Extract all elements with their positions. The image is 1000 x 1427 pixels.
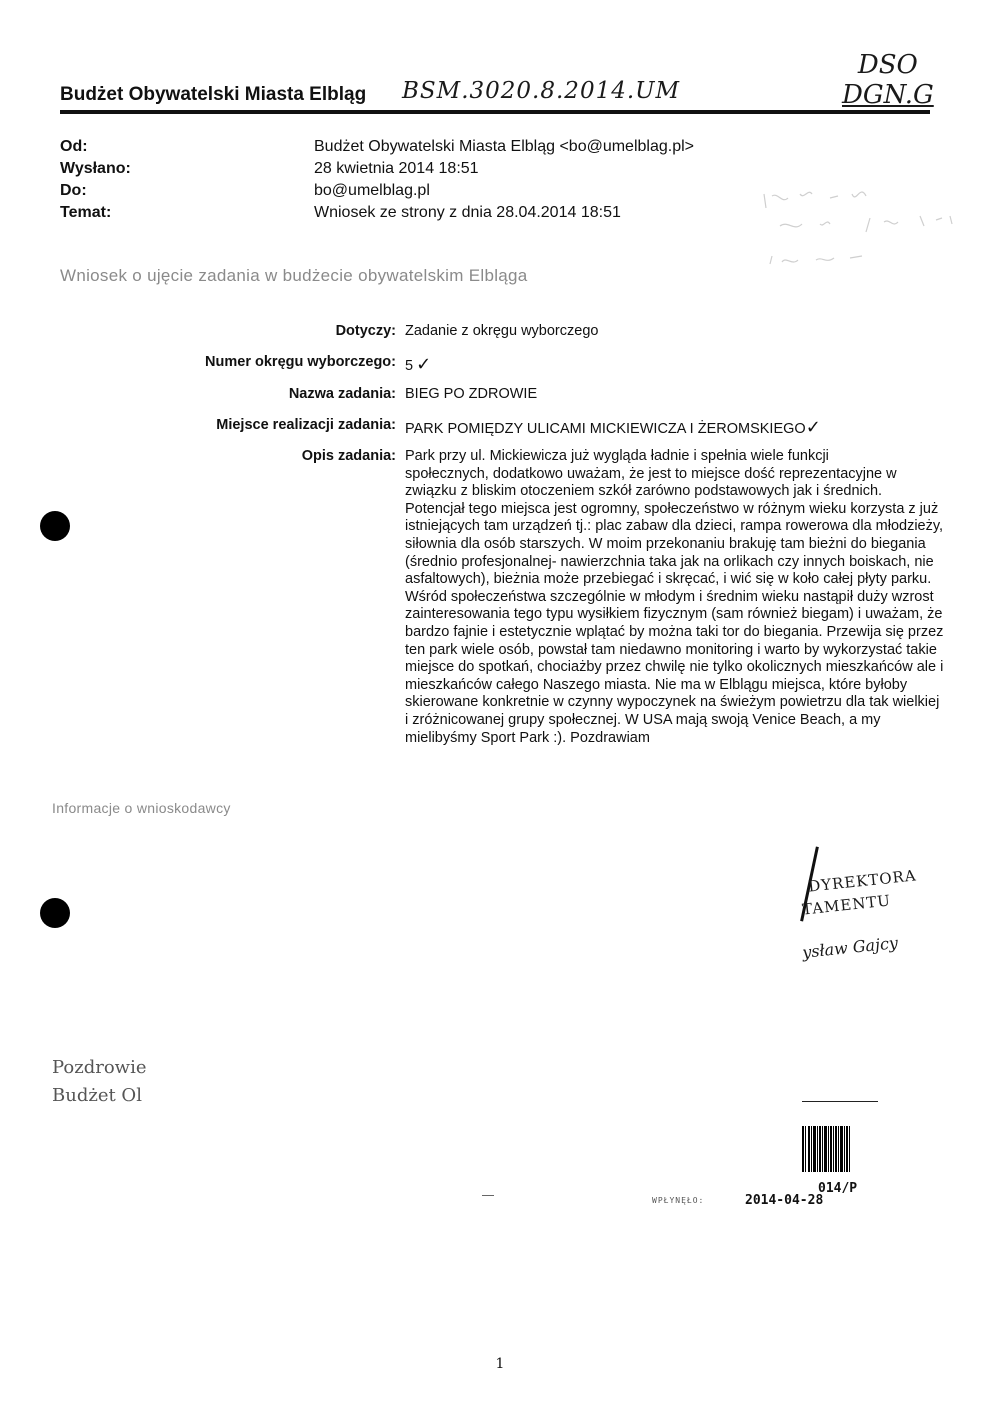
barcode-icon	[802, 1126, 850, 1172]
meta-label-sent: Wysłano:	[60, 160, 131, 177]
stamp-name: ysław Gajcy	[801, 933, 899, 962]
greeting-fragment-line1: Pozdrowie	[52, 1057, 147, 1078]
row-label-district-number: Numer okręgu wyborczego:	[205, 354, 396, 370]
corner-mark-line1: DSO	[857, 50, 918, 80]
page-number: 1	[495, 1356, 505, 1372]
meta-label-subject: Temat:	[60, 204, 112, 221]
check-mark-icon: ✓	[805, 417, 821, 438]
task-description	[405, 448, 945, 747]
row-label-location: Miejsce realizacji zadania:	[216, 417, 396, 433]
row-value-location	[405, 417, 821, 438]
director-stamp	[800, 846, 970, 976]
header-rule	[60, 110, 930, 114]
stamp-line2: TAMENTU	[801, 891, 892, 919]
barcode-date: 2014-04-28	[745, 1193, 824, 1208]
meta-label-from: Od:	[60, 138, 88, 155]
barcode-number: 014/P	[818, 1181, 858, 1196]
check-mark-icon: ✓	[416, 354, 432, 375]
location-text: PARK POMIĘDZY ULICAMI MICKIEWICZA I ŻEROMSKIEGO	[405, 421, 806, 437]
row-label-regarding: Dotyczy:	[335, 323, 396, 339]
meta-value-subject: Wniosek ze strony z dnia 28.04.2014 18:51	[314, 204, 621, 221]
meta-value-from: Budżet Obywatelski Miasta Elbląg <bo@umelblag.pl>	[314, 138, 694, 155]
district-number-text: 5	[405, 358, 414, 374]
task-description-body: społecznych, dodatkowo uważam, że jest to miejsce dość reprezentacyjne w związku z bliskim otoczeniem szkół zarówno podstawowych jak i średnich. Potencjał tego miejsca jest ogromny, społeczeństwo w różnym wieku korzysta z już istniejących tam urządzeń tj.: plac zabaw dla dzieci, rampa rowerowa dla młodzieży, siłownia dla osób starszych. W moim przekonaniu brakuję tam bieżni do biegania (średnio profesjonalnej- nawierzchnia taka jak na orlikach czy innych boiskach, nie asfaltowych), bieżnia może przebiegać i skręcać, i wić się w koło całej płyty parku. Wśród społeczeństwa szczególnie w młodym i średnim wieku nastąpił duży wzrost zainteresowania tego typu wysiłkiem fizycznym (sam również biegam) i uważam, że bardzo fajnie i estetycznie wplątać by można taki tor do biegania. Przewija się przez ten park wiele osób, powstał tam niedawno monitoring i warto by wykorzystać takie miejsce do spotkań, chociażby przez chwilę nie tylko okolicznych mieszkańców ale i mieszkańców całego Naszego miasta. Nie ma w Elblągu miejsca, które byłoby skierowane konkretnie w czynny wypoczynek na świeżym powietrzu dla tak wielkiej i zróżnicowanej grupy społecznej. W USA mają swoją Venice Beach, a my mielibyśmy Sport Park :). Pozdrawiam	[405, 465, 944, 746]
handwritten-reference-number: BSM.3020.8.2014.UM	[402, 78, 681, 104]
row-label-task-name: Nazwa zadania:	[288, 386, 396, 402]
section-heading: Wniosek o ujęcie zadania w budżecie obywatelskim Elbląga	[60, 266, 528, 285]
greeting-fragment-line2: Budżet Ol	[52, 1085, 142, 1106]
handwritten-corner-mark	[842, 50, 934, 110]
row-label-description: Opis zadania:	[301, 448, 396, 464]
received-stamp-label: WPŁYNĘŁO:	[652, 1196, 705, 1205]
meta-label-to: Do:	[60, 182, 87, 199]
task-description-first-line: Park przy ul. Mickiewicza już wygląda ładnie i spełnia wiele funkcji	[405, 448, 829, 464]
applicant-info-heading: Informacje o wnioskodawcy	[52, 800, 231, 816]
row-value-district-number	[405, 354, 431, 375]
faint-handwritten-note	[760, 186, 960, 276]
punch-hole-lower	[40, 898, 70, 928]
meta-value-to: bo@umelblag.pl	[314, 182, 430, 199]
row-value-task-name: BIEG PO ZDROWIE	[405, 386, 538, 402]
dash-mark	[482, 1195, 494, 1196]
greeting-fragment	[52, 1054, 146, 1110]
corner-mark-line2: DGN.G	[842, 80, 934, 110]
barcode-rule	[802, 1101, 878, 1102]
meta-value-sent: 28 kwietnia 2014 18:51	[314, 160, 479, 177]
stamp-line1: DYREKTORA	[807, 866, 918, 896]
punch-hole-upper	[40, 511, 70, 541]
row-value-regarding: Zadanie z okręgu wyborczego	[405, 323, 599, 339]
header-title: Budżet Obywatelski Miasta Elbląg	[60, 84, 367, 105]
